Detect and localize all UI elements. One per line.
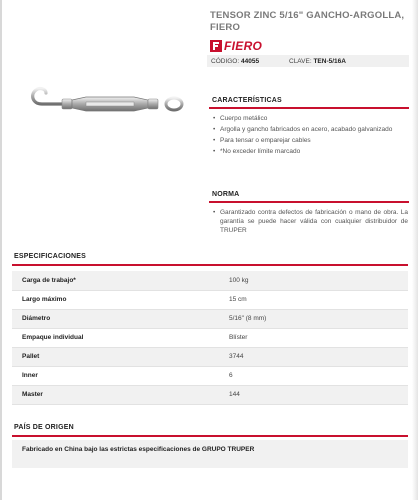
product-codes-bar	[207, 55, 409, 67]
spec-label: Empaque individual	[12, 328, 227, 347]
norma-item: • Garantizado contra defectos de fabricación o mano de obra. La garantía se puede hacer válida con cualquier distribuidor de TRUPER	[212, 208, 408, 235]
spec-label: Largo máximo	[12, 290, 227, 309]
table-row	[12, 385, 408, 404]
clave-value: TEN-5/16A	[313, 57, 346, 65]
product-clave	[289, 58, 346, 65]
spec-value: 15 cm	[227, 290, 408, 309]
spec-label: Master	[12, 385, 227, 404]
spec-label: Pallet	[12, 347, 227, 366]
code-label: CÓDIGO:	[211, 57, 240, 65]
brand-logo	[210, 39, 262, 53]
features-list	[212, 114, 408, 158]
table-row	[12, 271, 408, 290]
origin-text: Fabricado en China bajo las estrictas especificaciones de GRUPO TRUPER	[12, 440, 408, 468]
spec-label: Diámetro	[12, 309, 227, 328]
specs-table	[12, 271, 408, 405]
spec-value: 6	[227, 366, 408, 385]
table-row	[12, 290, 408, 309]
spec-value: Blíster	[227, 328, 408, 347]
spec-value: 5/16" (8 mm)	[227, 309, 408, 328]
features-rule	[209, 107, 409, 109]
spec-value: 3744	[227, 347, 408, 366]
product-code	[211, 58, 289, 65]
specs-rule	[12, 264, 408, 266]
spec-value: 144	[227, 385, 408, 404]
spec-value: 100 kg	[227, 271, 408, 290]
product-image	[26, 78, 186, 128]
spec-label: Inner	[12, 366, 227, 385]
page-right-shadow	[412, 0, 418, 500]
product-title: TENSOR ZINC 5/16" GANCHO-ARGOLLA, FIERO	[210, 10, 405, 33]
origin-heading: PAÍS DE ORIGEN	[14, 424, 74, 431]
code-value: 44055	[240, 57, 260, 65]
norma-list	[212, 208, 408, 237]
origin-rule	[12, 435, 408, 437]
features-heading: CARACTERÍSTICAS	[212, 97, 282, 104]
spec-label: Carga de trabajo*	[12, 271, 227, 290]
clave-label: CLAVE:	[289, 57, 312, 65]
feature-item: • *No exceder límite marcado	[212, 147, 408, 156]
feature-item: • Para tensar o emparejar cables	[212, 136, 408, 145]
table-row	[12, 347, 408, 366]
fiero-logo-mark-icon	[210, 40, 222, 52]
feature-item: • Cuerpo metálico	[212, 114, 408, 123]
brand-name: FIERO	[224, 39, 263, 53]
norma-heading: NORMA	[212, 191, 240, 198]
specs-heading: ESPECIFICACIONES	[14, 253, 87, 260]
table-row	[12, 366, 408, 385]
page-left-border	[0, 0, 2, 500]
feature-item: • Argolla y gancho fabricados en acero, acabado galvanizado	[212, 125, 408, 134]
table-row	[12, 309, 408, 328]
norma-rule	[209, 201, 409, 203]
table-row	[12, 328, 408, 347]
